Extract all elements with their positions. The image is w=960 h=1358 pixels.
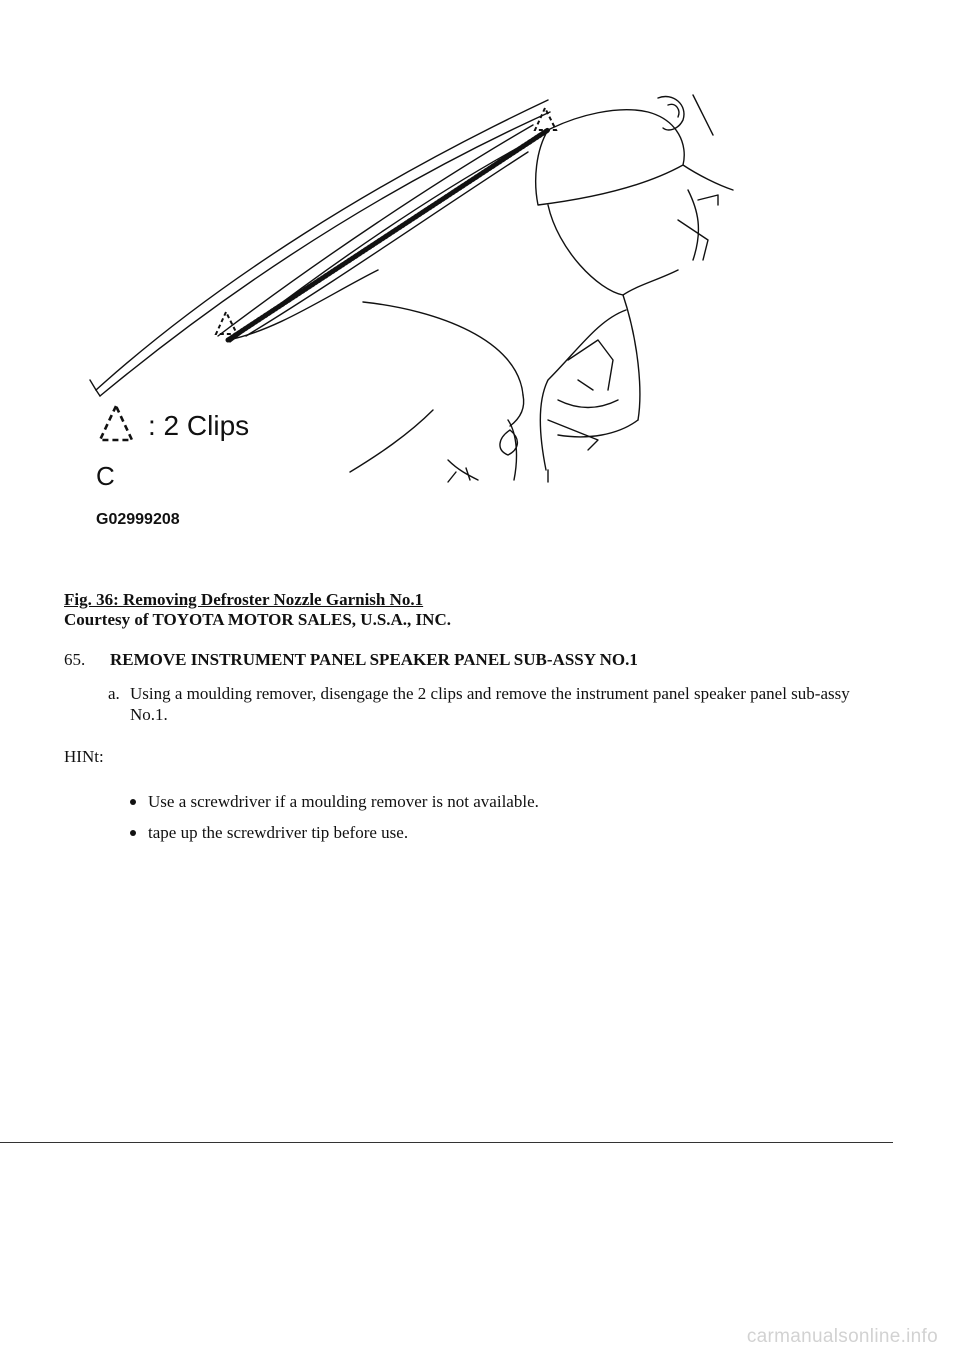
clip-marker-lower bbox=[216, 312, 237, 334]
hint-item-text: tape up the screwdriver tip before use. bbox=[148, 823, 409, 842]
clip-marker-upper bbox=[535, 108, 556, 130]
bullet-icon bbox=[130, 830, 136, 836]
figure-drawing bbox=[78, 90, 738, 540]
dashboard-illustration bbox=[78, 90, 738, 540]
footer-divider bbox=[0, 1142, 893, 1143]
cluster-hood bbox=[536, 110, 685, 205]
dash-center-edge bbox=[540, 310, 626, 470]
figure-caption-credit: Courtesy of TOYOTA MOTOR SALES, U.S.A., INC. bbox=[64, 610, 451, 629]
windshield-edge-outer bbox=[96, 100, 548, 390]
substep-letter: a. bbox=[108, 684, 120, 703]
procedure-step bbox=[64, 650, 638, 670]
hint-item-text: Use a screwdriver if a moulding remover is not available. bbox=[148, 792, 539, 811]
view-mark: C bbox=[96, 461, 115, 491]
drawing-code: G02999208 bbox=[96, 511, 180, 528]
step-title: REMOVE INSTRUMENT PANEL SPEAKER PANEL SUB-ASSY NO.1 bbox=[110, 650, 638, 669]
site-watermark: carmanualsonline.info bbox=[746, 1326, 938, 1347]
garnish-grille bbox=[228, 130, 548, 340]
procedure-substep bbox=[108, 683, 878, 725]
hint-item bbox=[130, 792, 539, 823]
substep-text: Using a moulding remover, disengage the 2 clips and remove the instrument panel speaker panel sub-assy No.1. bbox=[130, 684, 850, 724]
step-number: 65. bbox=[64, 650, 86, 669]
garnish-outline-top bbox=[218, 125, 533, 336]
hint-list bbox=[130, 792, 539, 854]
clip-legend-icon bbox=[100, 406, 132, 440]
hint-label: HINt: bbox=[64, 747, 104, 766]
clip-legend-label: : 2 Clips bbox=[148, 410, 250, 441]
figure-caption-title: Fig. 36: Removing Defroster Nozzle Garnish No.1 bbox=[64, 590, 424, 609]
hint-item bbox=[130, 823, 539, 854]
bullet-icon bbox=[130, 799, 136, 805]
